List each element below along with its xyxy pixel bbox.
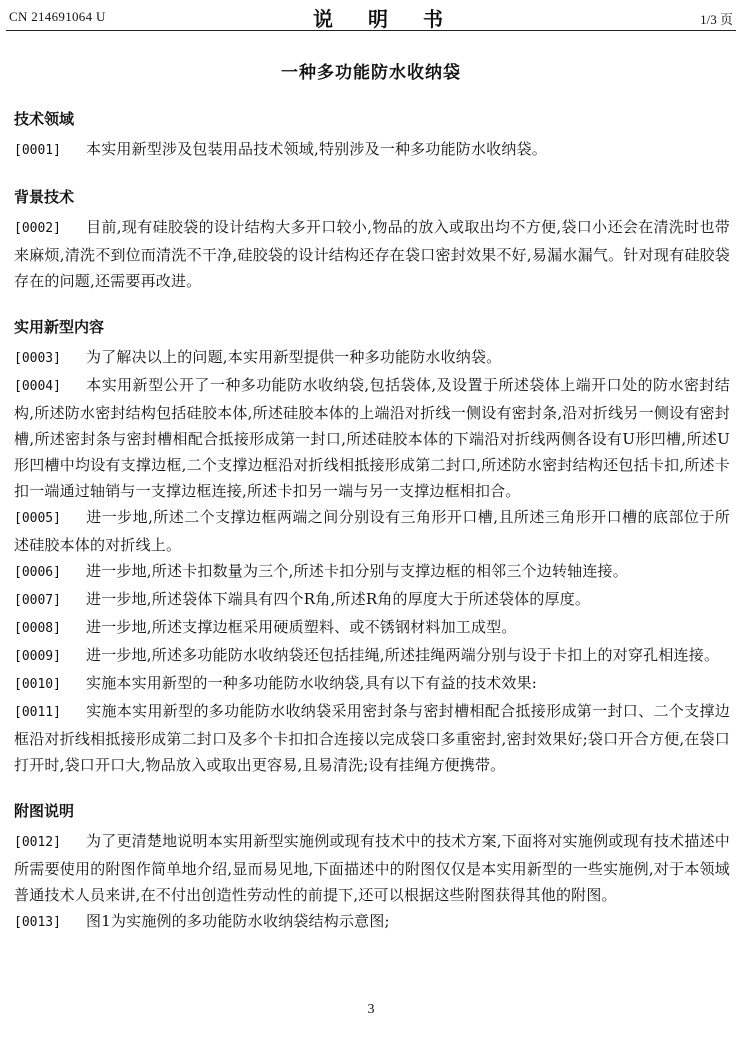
paragraph-number: [0011] (14, 705, 61, 720)
paragraph-number: [0002] (14, 221, 61, 236)
paragraph-0002 (14, 214, 730, 294)
section-heading-technical-field: 技术领域 (14, 110, 75, 128)
paragraph-0011 (14, 698, 730, 778)
paragraph-0003 (14, 344, 730, 372)
paragraph-0007 (14, 586, 730, 614)
page-header (0, 0, 742, 30)
paragraph-0013 (14, 908, 730, 936)
section-heading-utility-model: 实用新型内容 (14, 318, 105, 336)
paragraph-text: 进一步地,所述多功能防水收纳袋还包括挂绳,所述挂绳两端分别与设于卡扣上的对穿孔相连接。 (86, 646, 720, 664)
paragraph-text: 本实用新型涉及包装用品技术领域,特别涉及一种多功能防水收纳袋。 (86, 140, 547, 158)
paragraph-text: 为了更清楚地说明本实用新型实施例或现有技术中的技术方案,下面将对实施例或现有技术描述中所需要使用的附图作简单地介绍,显而易见地,下面描述中的附图仅仅是本实用新型的一些实施例,对于本领域普通技术人员来讲,在不付出创造性劳动性的前提下,还可以根据这些附图获得其他的附图。 (14, 832, 730, 904)
paragraph-text: 实施本实用新型的一种多功能防水收纳袋,具有以下有益的技术效果: (86, 674, 538, 692)
document-title: 一种多功能防水收纳袋 (281, 63, 461, 83)
document-body (14, 108, 730, 936)
paragraph-text: 本实用新型公开了一种多功能防水收纳袋,包括袋体,及设置于所述袋体上端开口处的防水密封结构,所述防水密封结构包括硅胶本体,所述硅胶本体的上端沿对折线一侧设有密封条,沿对折线另一侧设有密封槽,所述密封条与密封槽相配合抵接形成第一封口,所述硅胶本体的下端沿对折线两侧各设有U形凹槽,所述U形凹槽中均设有支撑边框,二个支撑边框沿对折线相抵接形成第二封口,所述防水密封结构还包括卡扣,所述卡扣一端通过轴销与一支撑边框连接,所述卡扣另一端与另一支撑边框相扣合。 (14, 376, 730, 500)
paragraph-number: [0004] (14, 379, 61, 394)
paragraph-text: 目前,现有硅胶袋的设计结构大多开口较小,物品的放入或取出均不方便,袋口小还会在清洗时也带来麻烦,清洗不到位而清洗不干净,硅胶袋的设计结构还存在袋口密封效果不好,易漏水漏气。针对现有硅胶袋存在的问题,还需要再改进。 (14, 218, 730, 290)
paragraph-0008 (14, 614, 730, 642)
paragraph-number: [0007] (14, 593, 61, 608)
paragraph-0012 (14, 828, 730, 908)
section-heading-drawings: 附图说明 (14, 802, 75, 820)
doc-type: 说 明 书 (313, 7, 457, 31)
paragraph-0001 (14, 136, 730, 164)
paragraph-text: 进一步地,所述袋体下端具有四个R角,所述R角的厚度大于所述袋体的厚度。 (86, 590, 591, 608)
paragraph-number: [0003] (14, 351, 61, 366)
paragraph-text: 为了解决以上的问题,本实用新型提供一种多功能防水收纳袋。 (86, 348, 502, 366)
section-heading-background: 背景技术 (14, 188, 75, 206)
paragraph-number: [0006] (14, 565, 61, 580)
paragraph-number: [0005] (14, 511, 61, 526)
paragraph-text: 图1为实施例的多功能防水收纳袋结构示意图; (86, 912, 390, 930)
page-number: 3 (367, 1002, 375, 1017)
paragraph-number: [0009] (14, 649, 61, 664)
paragraph-0006 (14, 558, 730, 586)
paragraph-number: [0012] (14, 835, 61, 850)
paragraph-number: [0008] (14, 621, 61, 636)
page-indicator: 1/3 页 (700, 12, 733, 27)
paragraph-0004 (14, 372, 730, 504)
paragraph-text: 实施本实用新型的多功能防水收纳袋采用密封条与密封槽相配合抵接形成第一封口、二个支撑边框沿对折线相抵接形成第二封口及多个卡扣扣合连接以完成袋口多重密封,密封效果好;袋口开合方便,在袋口打开时,袋口开口大,物品放入或取出更容易,且易清洗;设有挂绳方便携带。 (14, 702, 730, 774)
paragraph-number: [0001] (14, 143, 61, 158)
paragraph-number: [0010] (14, 677, 61, 692)
paragraph-0009 (14, 642, 730, 670)
header-rule (6, 30, 736, 31)
paragraph-0010 (14, 670, 730, 698)
paragraph-0005 (14, 504, 730, 558)
paragraph-number: [0013] (14, 915, 61, 930)
paragraph-text: 进一步地,所述支撑边框采用硬质塑料、或不锈钢材料加工成型。 (86, 618, 517, 636)
doc-number: CN 214691064 U (9, 9, 106, 24)
paragraph-text: 进一步地,所述二个支撑边框两端之间分别设有三角形开口槽,且所述三角形开口槽的底部位于所述硅胶本体的对折线上。 (14, 508, 730, 554)
paragraph-text: 进一步地,所述卡扣数量为三个,所述卡扣分别与支撑边框的相邻三个边转轴连接。 (86, 562, 628, 580)
